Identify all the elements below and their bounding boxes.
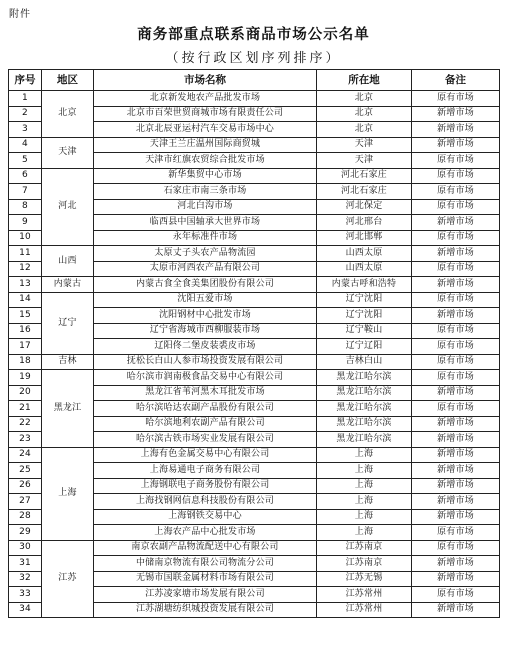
row-location: 江苏常州	[317, 602, 412, 618]
row-note: 新增市场	[412, 494, 500, 510]
row-note: 原有市场	[412, 261, 500, 277]
table-body	[9, 91, 500, 618]
table-row	[9, 354, 500, 370]
row-note: 新增市场	[412, 432, 500, 448]
row-market-name: 辽阳佟二堡皮装裘皮市场	[94, 339, 317, 355]
row-region: 内蒙古	[42, 277, 94, 293]
row-number: 15	[9, 308, 42, 324]
row-number: 22	[9, 416, 42, 432]
row-location: 上海	[317, 447, 412, 463]
row-number: 9	[9, 215, 42, 231]
row-number: 26	[9, 478, 42, 494]
row-location: 河北石家庄	[317, 168, 412, 184]
row-note: 新增市场	[412, 137, 500, 153]
row-market-name: 上海农产品中心批发市场	[94, 525, 317, 541]
row-market-name: 上海钢联电子商务股份有限公司	[94, 478, 317, 494]
row-number: 19	[9, 370, 42, 386]
row-note: 原有市场	[412, 339, 500, 355]
row-number: 2	[9, 106, 42, 122]
row-market-name: 抚松长白山人参市场投资发展有限公司	[94, 354, 317, 370]
row-number: 31	[9, 556, 42, 572]
row-location: 辽宁沈阳	[317, 308, 412, 324]
row-note: 原有市场	[412, 401, 500, 417]
row-location: 黑龙江哈尔滨	[317, 401, 412, 417]
row-number: 28	[9, 509, 42, 525]
row-number: 32	[9, 571, 42, 587]
row-market-name: 上海有色金属交易中心有限公司	[94, 447, 317, 463]
row-location: 上海	[317, 509, 412, 525]
row-location: 天津	[317, 153, 412, 169]
row-number: 10	[9, 230, 42, 246]
row-note: 原有市场	[412, 168, 500, 184]
row-note: 原有市场	[412, 354, 500, 370]
row-note: 新增市场	[412, 246, 500, 262]
table-row	[9, 292, 500, 308]
row-location: 黑龙江哈尔滨	[317, 370, 412, 386]
table-row	[9, 370, 500, 386]
row-location: 河北保定	[317, 199, 412, 215]
row-market-name: 太原市河西农产品有限公司	[94, 261, 317, 277]
row-market-name: 中储南京物流有限公司物流分公司	[94, 556, 317, 572]
row-region: 江苏	[42, 540, 94, 618]
row-note: 原有市场	[412, 587, 500, 603]
row-market-name: 沈阳五爱市场	[94, 292, 317, 308]
row-note: 新增市场	[412, 277, 500, 293]
row-location: 上海	[317, 463, 412, 479]
row-note: 新增市场	[412, 416, 500, 432]
column-header-location: 所在地	[317, 70, 412, 91]
row-market-name: 天津王兰庄温州国际商贸城	[94, 137, 317, 153]
table-row	[9, 277, 500, 293]
row-note: 新增市场	[412, 571, 500, 587]
row-note: 原有市场	[412, 525, 500, 541]
row-number: 29	[9, 525, 42, 541]
row-note: 原有市场	[412, 292, 500, 308]
row-location: 江苏南京	[317, 540, 412, 556]
row-number: 14	[9, 292, 42, 308]
row-note: 原有市场	[412, 540, 500, 556]
row-market-name: 辽宁省海城市西柳服装市场	[94, 323, 317, 339]
row-number: 12	[9, 261, 42, 277]
row-location: 黑龙江哈尔滨	[317, 416, 412, 432]
row-location: 黑龙江哈尔滨	[317, 432, 412, 448]
row-market-name: 江苏凌家塘市场发展有限公司	[94, 587, 317, 603]
row-number: 17	[9, 339, 42, 355]
row-note: 原有市场	[412, 153, 500, 169]
row-location: 内蒙古呼和浩特	[317, 277, 412, 293]
page-subtitle: （按行政区划序列排序）	[165, 51, 342, 66]
row-location: 江苏无锡	[317, 571, 412, 587]
row-location: 上海	[317, 525, 412, 541]
row-number: 18	[9, 354, 42, 370]
row-number: 25	[9, 463, 42, 479]
row-location: 吉林白山	[317, 354, 412, 370]
row-region: 天津	[42, 137, 94, 168]
row-market-name: 哈尔滨古铁市场实业发展有限公司	[94, 432, 317, 448]
row-market-name: 江苏湖塘纺织城投资发展有限公司	[94, 602, 317, 618]
row-number: 5	[9, 153, 42, 169]
row-market-name: 哈尔滨哈达农副产品股份有限公司	[94, 401, 317, 417]
table-row	[9, 540, 500, 556]
row-market-name: 南京农副产品物流配送中心有限公司	[94, 540, 317, 556]
row-number: 23	[9, 432, 42, 448]
row-market-name: 临西县中国轴承大世界市场	[94, 215, 317, 231]
table-row	[9, 447, 500, 463]
table-row	[9, 91, 500, 107]
row-note: 新增市场	[412, 385, 500, 401]
row-market-name: 上海找钢网信息科技股份有限公司	[94, 494, 317, 510]
table-row	[9, 137, 500, 153]
row-market-name: 哈尔滨地利农副产品有限公司	[94, 416, 317, 432]
row-number: 13	[9, 277, 42, 293]
row-location: 辽宁辽阳	[317, 339, 412, 355]
row-note: 原有市场	[412, 230, 500, 246]
table-header-row	[9, 70, 500, 91]
row-location: 河北邯郸	[317, 230, 412, 246]
column-header-number: 序号	[9, 70, 42, 91]
row-number: 33	[9, 587, 42, 603]
row-location: 北京	[317, 91, 412, 107]
row-number: 24	[9, 447, 42, 463]
row-number: 3	[9, 122, 42, 138]
row-region: 上海	[42, 447, 94, 540]
market-list-table	[8, 69, 500, 618]
row-market-name: 无锡市国联金属材料市场有限公司	[94, 571, 317, 587]
row-region: 山西	[42, 246, 94, 277]
row-market-name: 天津市红旗农贸综合批发市场	[94, 153, 317, 169]
column-header-note: 备注	[412, 70, 500, 91]
attachment-label: 附件	[9, 9, 31, 20]
row-number: 1	[9, 91, 42, 107]
row-location: 江苏南京	[317, 556, 412, 572]
row-location: 山西太原	[317, 246, 412, 262]
row-location: 辽宁鞍山	[317, 323, 412, 339]
row-location: 北京	[317, 122, 412, 138]
row-market-name: 上海易通电子商务有限公司	[94, 463, 317, 479]
row-note: 新增市场	[412, 478, 500, 494]
row-note: 新增市场	[412, 556, 500, 572]
row-market-name: 北京北辰亚运村汽车交易市场中心	[94, 122, 317, 138]
row-market-name: 新华集贸中心市场	[94, 168, 317, 184]
row-location: 河北石家庄	[317, 184, 412, 200]
row-note: 新增市场	[412, 509, 500, 525]
column-header-market-name: 市场名称	[94, 70, 317, 91]
row-note: 原有市场	[412, 323, 500, 339]
row-number: 34	[9, 602, 42, 618]
row-market-name: 石家庄市南三条市场	[94, 184, 317, 200]
column-header-region: 地区	[42, 70, 94, 91]
row-region: 辽宁	[42, 292, 94, 354]
row-market-name: 沈阳钢材中心批发市场	[94, 308, 317, 324]
row-note: 原有市场	[412, 199, 500, 215]
row-note: 新增市场	[412, 463, 500, 479]
row-number: 16	[9, 323, 42, 339]
row-number: 20	[9, 385, 42, 401]
row-note: 原有市场	[412, 370, 500, 386]
row-location: 辽宁沈阳	[317, 292, 412, 308]
row-note: 新增市场	[412, 308, 500, 324]
row-location: 上海	[317, 494, 412, 510]
table-row	[9, 168, 500, 184]
table-row	[9, 246, 500, 262]
row-market-name: 哈尔滨市润南极食品交易中心有限公司	[94, 370, 317, 386]
row-market-name: 太原丈子头农产品物流园	[94, 246, 317, 262]
row-number: 4	[9, 137, 42, 153]
row-market-name: 黑龙江省苇河黑木耳批发市场	[94, 385, 317, 401]
row-region: 黑龙江	[42, 370, 94, 448]
row-number: 7	[9, 184, 42, 200]
row-market-name: 河北白沟市场	[94, 199, 317, 215]
row-note: 新增市场	[412, 602, 500, 618]
row-number: 30	[9, 540, 42, 556]
row-number: 6	[9, 168, 42, 184]
row-note: 新增市场	[412, 215, 500, 231]
row-location: 北京	[317, 106, 412, 122]
row-location: 天津	[317, 137, 412, 153]
row-note: 新增市场	[412, 122, 500, 138]
row-market-name: 上海钢铁交易中心	[94, 509, 317, 525]
row-number: 21	[9, 401, 42, 417]
row-note: 新增市场	[412, 447, 500, 463]
row-market-name: 内蒙古食全食美集团股份有限公司	[94, 277, 317, 293]
row-market-name: 北京市百荣世贸商城市场有限责任公司	[94, 106, 317, 122]
row-location: 江苏常州	[317, 587, 412, 603]
row-location: 上海	[317, 478, 412, 494]
row-note: 新增市场	[412, 106, 500, 122]
row-location: 山西太原	[317, 261, 412, 277]
row-number: 11	[9, 246, 42, 262]
row-number: 27	[9, 494, 42, 510]
row-location: 黑龙江哈尔滨	[317, 385, 412, 401]
row-market-name: 北京新发地农产品批发市场	[94, 91, 317, 107]
page-title: 商务部重点联系商品市场公示名单	[137, 27, 370, 43]
row-market-name: 永年标准件市场	[94, 230, 317, 246]
row-region: 吉林	[42, 354, 94, 370]
row-location: 河北邢台	[317, 215, 412, 231]
row-number: 8	[9, 199, 42, 215]
row-region: 北京	[42, 91, 94, 138]
row-note: 原有市场	[412, 91, 500, 107]
row-region: 河北	[42, 168, 94, 246]
row-note: 原有市场	[412, 184, 500, 200]
